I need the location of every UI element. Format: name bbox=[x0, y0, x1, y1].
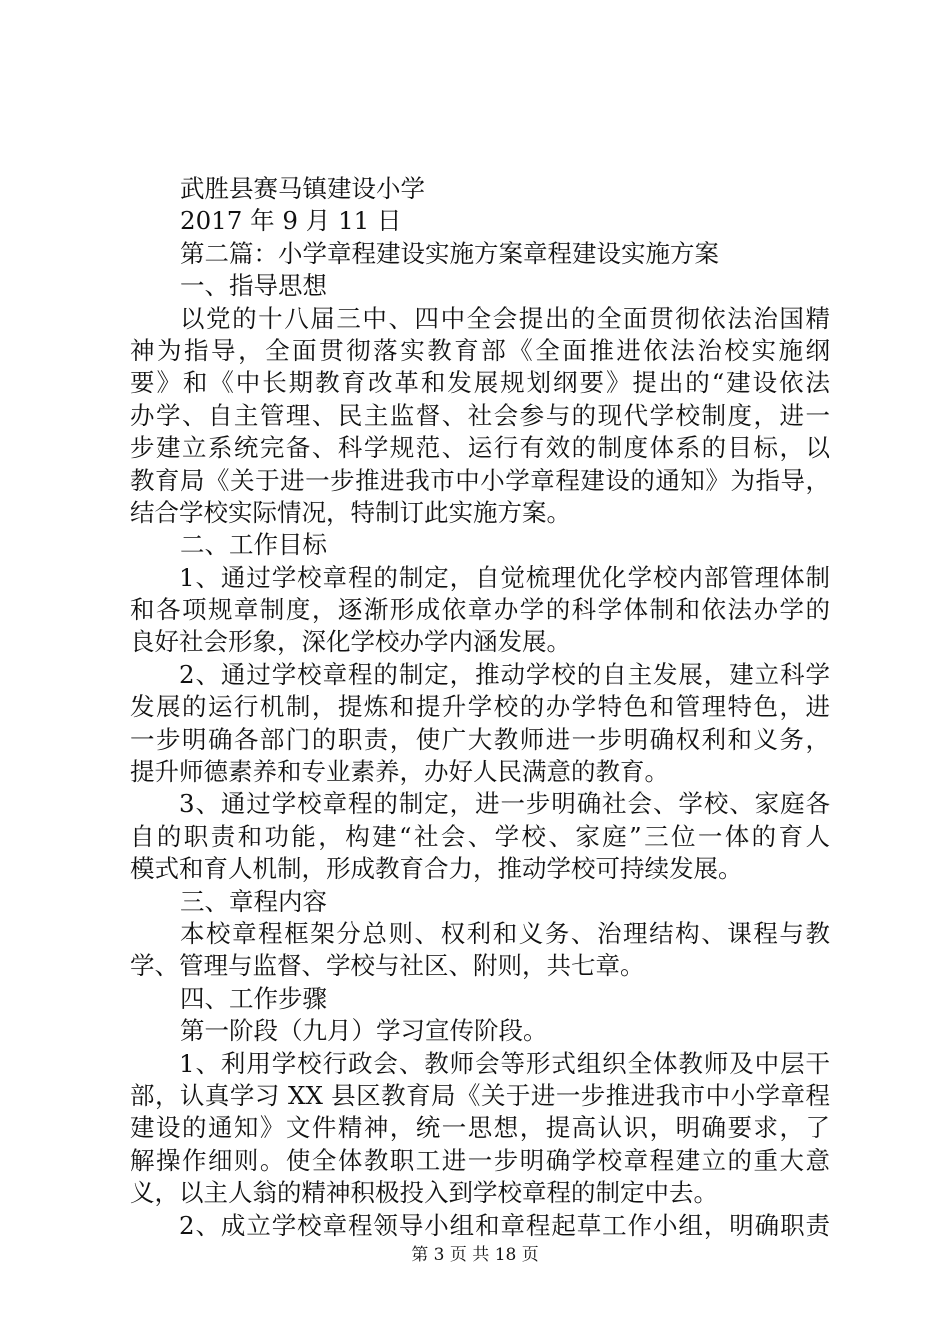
text-line: 学、管理与监督、学校与社区、附则，共七章。 bbox=[130, 951, 645, 981]
text-line: 良好社会形象，深化学校办学内涵发展。 bbox=[130, 627, 571, 657]
text-line: 步建立系统完备、科学规范、运行有效的制度体系的目标，以 bbox=[130, 433, 830, 463]
text-line: 提升师德素养和专业素养，办好人民满意的教育。 bbox=[130, 757, 669, 787]
text-line: 2017 年 9 月 11 日 bbox=[180, 206, 402, 236]
text-line: 解操作细则。使全体教职工进一步明确学校章程建立的重大意 bbox=[130, 1145, 830, 1175]
text-line: 教育局《关于进一步推进我市中小学章程建设的通知》为指导， bbox=[130, 465, 830, 495]
text-line: 发展的运行机制，提炼和提升学校的办学特色和管理特色，进 bbox=[130, 692, 830, 722]
text-line: 要》和《中长期教育改革和发展规划纲要》提出的“建设依法 bbox=[130, 368, 830, 398]
text-line: 2、通过学校章程的制定，推动学校的自主发展，建立科学 bbox=[179, 659, 830, 689]
text-line: 神为指导，全面贯彻落实教育部《全面推进依法治校实施纲 bbox=[130, 335, 830, 365]
text-line: 义，以主人翁的精神积极投入到学校章程的制定中去。 bbox=[130, 1178, 718, 1208]
document-body bbox=[130, 173, 830, 1242]
text-line: 建设的通知》文件精神，统一思想，提高认识，明确要求，了 bbox=[130, 1113, 830, 1143]
text-line: 一步明确各部门的职责，使广大教师进一步明确权利和义务， bbox=[130, 724, 830, 754]
text-line: 结合学校实际情况，特制订此实施方案。 bbox=[130, 497, 571, 527]
text-line: 3、通过学校章程的制定，进一步明确社会、学校、家庭各 bbox=[179, 789, 830, 819]
text-line: 办学、自主管理、民主监督、社会参与的现代学校制度，进一 bbox=[130, 400, 830, 430]
text-line: 本校章程框架分总则、权利和义务、治理结构、课程与教 bbox=[180, 918, 830, 948]
text-line: 武胜县赛马镇建设小学 bbox=[180, 174, 425, 203]
text-line: 1、通过学校章程的制定，自觉梳理优化学校内部管理体制 bbox=[179, 562, 830, 592]
text-line: 2、成立学校章程领导小组和章程起草工作小组，明确职责 bbox=[179, 1210, 830, 1240]
text-line: 模式和育人机制，形成教育合力，推动学校可持续发展。 bbox=[130, 854, 743, 884]
text-line: 以党的十八届三中、四中全会提出的全面贯彻依法治国精 bbox=[180, 303, 830, 333]
text-line: 第二篇：小学章程建设实施方案章程建设实施方案 bbox=[180, 238, 719, 268]
text-line: 第一阶段（九月）学习宣传阶段。 bbox=[180, 1016, 548, 1046]
text-line: 1、利用学校行政会、教师会等形式组织全体教师及中层干 bbox=[179, 1048, 830, 1078]
text-line: 自的职责和功能，构建“社会、学校、家庭”三位一体的育人 bbox=[130, 821, 830, 851]
text-line: 四、工作步骤 bbox=[180, 983, 327, 1013]
text-line: 和各项规章制度，逐渐形成依章办学的科学体制和依法办学的 bbox=[130, 595, 830, 625]
text-line: 部，认真学习 XX 县区教育局《关于进一步推进我市中小学章程 bbox=[130, 1080, 830, 1110]
text-line: 二、工作目标 bbox=[180, 530, 327, 560]
text-line: 一、指导思想 bbox=[180, 271, 327, 301]
page-footer: 第 3 页 共 18 页 bbox=[411, 1245, 539, 1265]
text-line: 三、章程内容 bbox=[180, 886, 327, 916]
